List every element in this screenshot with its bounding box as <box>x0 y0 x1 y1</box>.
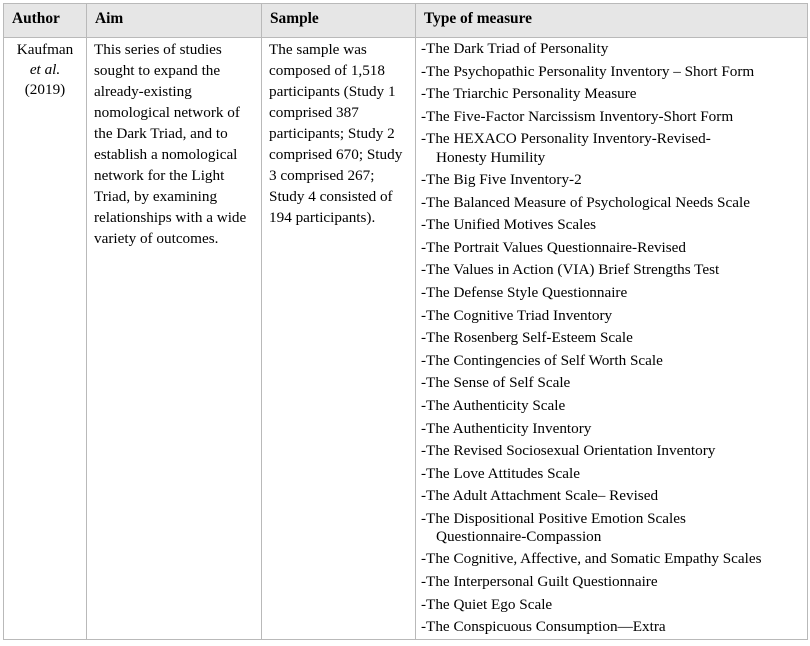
studies-table <box>3 3 808 640</box>
measure-item: -The Big Five Inventory-2 <box>421 170 582 188</box>
sample-cell: The sample was composed of 1,518 participants (Study 1 comprised 387 participants; Study 2 comprised 670; Study 3 comprised 267; Study 4 consisted of 194 participants). <box>262 38 416 640</box>
measure-item: -The Cognitive Triad Inventory <box>421 306 613 324</box>
measure-item: -The Authenticity Scale <box>421 396 566 414</box>
measure-item: -The Unified Motives Scales <box>421 216 597 234</box>
author-cell <box>4 38 87 640</box>
measure-item: -The Love Attitudes Scale <box>421 464 581 482</box>
measure-item: -The Conspicuous Consumption—Extra <box>421 618 666 636</box>
measure-item: -The Rosenberg Self-Esteem Scale <box>421 329 633 347</box>
measure-item-line2: Questionnaire-Compassion <box>436 528 602 546</box>
aim-cell: This series of studies sought to expand the already-existing nomological network of the Dark Triad, and to establish a nomological network for the Light Triad, by examining relationships with a wide variety of outcomes. <box>87 38 262 640</box>
measure-item: -The Five-Factor Narcissism Inventory-Short Form <box>421 107 734 125</box>
measure-item: -The Revised Sociosexual Orientation Inventory <box>421 442 716 460</box>
sample-header: Sample <box>262 4 416 38</box>
measure-item-line2: Honesty Humility <box>436 148 546 166</box>
measure-item: -The Authenticity Inventory <box>421 419 592 437</box>
measure-header: Type of measure <box>416 4 808 38</box>
table-row <box>4 38 808 640</box>
measure-item: -The Values in Action (VIA) Brief Strengths Test <box>421 261 720 279</box>
author-year: (2019) <box>24 81 66 98</box>
measure-item: -The Portrait Values Questionnaire-Revised <box>421 238 687 256</box>
measure-item <box>421 128 807 167</box>
author-etal: et al. <box>29 61 61 78</box>
measure-item <box>421 508 807 547</box>
header-row <box>4 4 808 38</box>
measure-item: -The Interpersonal Guilt Questionnaire <box>421 573 658 591</box>
author-header: Author <box>4 4 87 38</box>
measure-item: -The Psychopathic Personality Inventory – Short Form <box>421 62 755 80</box>
aim-header: Aim <box>87 4 262 38</box>
measure-item: -The Triarchic Personality Measure <box>421 85 637 103</box>
measures-cell <box>416 38 808 640</box>
author-name: Kaufman <box>16 41 74 58</box>
measure-item: -The Dark Triad of Personality <box>421 40 609 57</box>
measure-item: -The Contingencies of Self Worth Scale <box>421 351 663 369</box>
measure-item: -The Defense Style Questionnaire <box>421 283 628 301</box>
measure-item: -The Balanced Measure of Psychological Needs Scale <box>421 193 750 211</box>
measure-item-line1: -The HEXACO Personality Inventory-Revised- <box>421 130 711 148</box>
measure-item: -The Cognitive, Affective, and Somatic Empathy Scales <box>421 550 762 568</box>
measure-item: -The Quiet Ego Scale <box>421 595 553 613</box>
measure-item: -The Adult Attachment Scale– Revised <box>421 487 659 505</box>
measure-item-line1: -The Dispositional Positive Emotion Scales <box>421 509 686 527</box>
measure-item: -The Sense of Self Scale <box>421 374 571 392</box>
